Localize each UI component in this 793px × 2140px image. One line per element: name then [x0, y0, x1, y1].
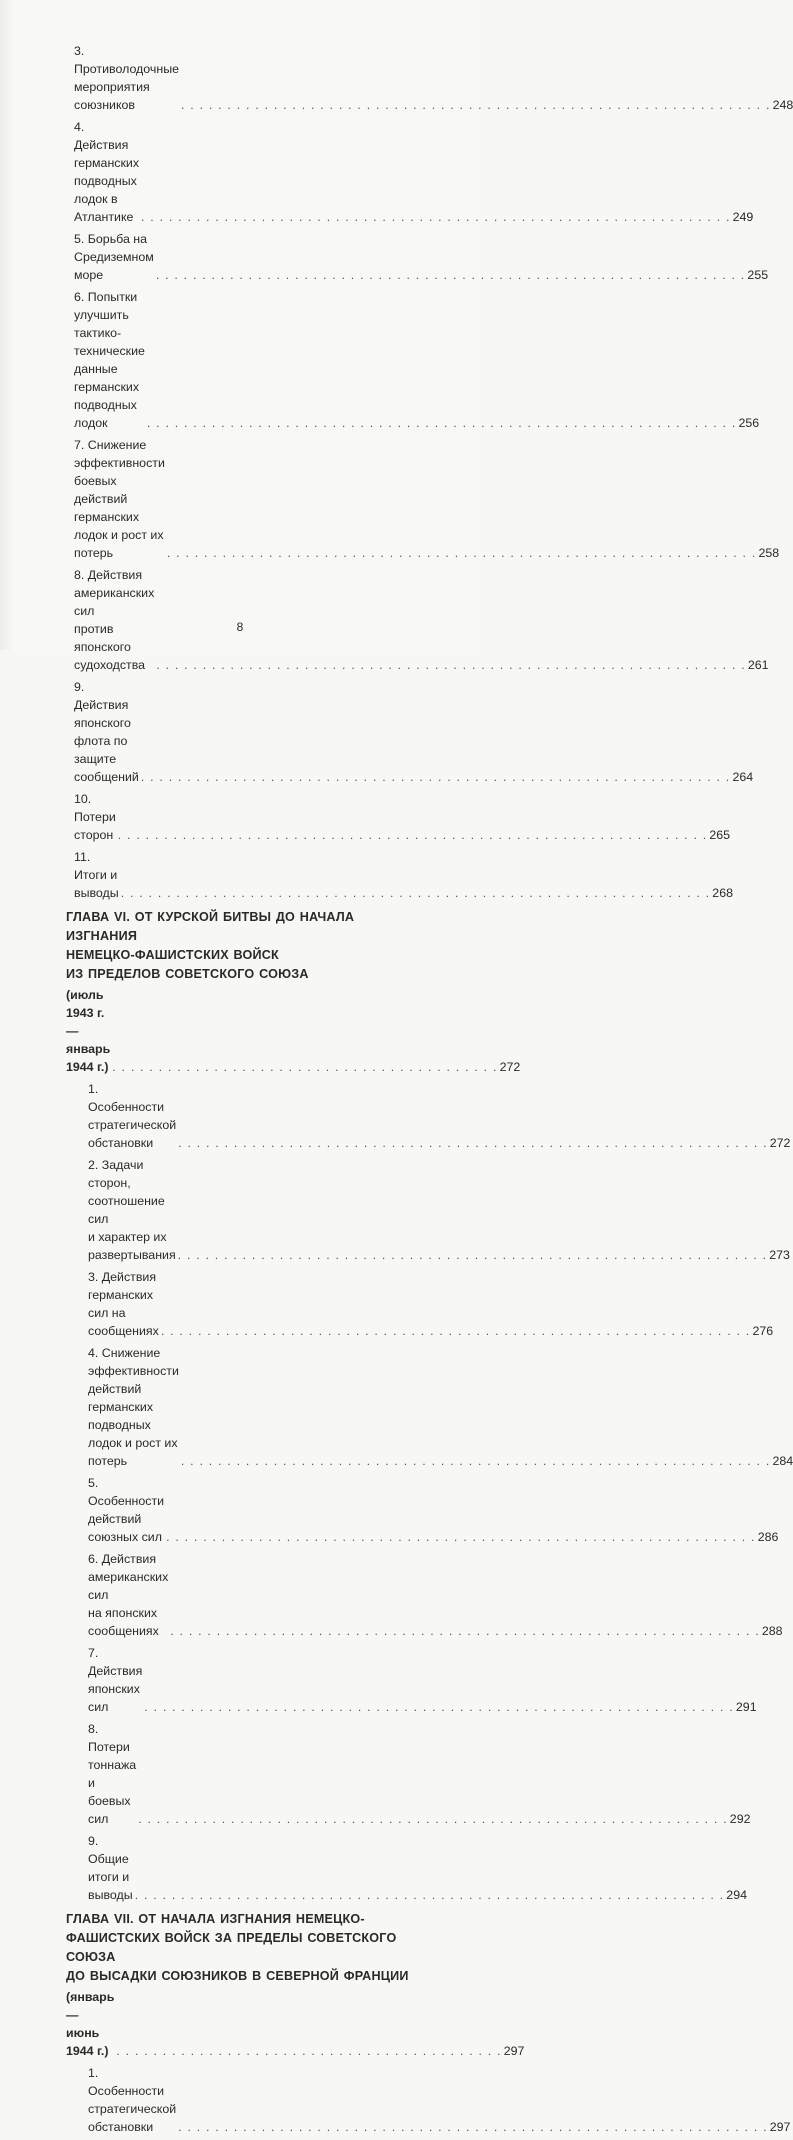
toc-entry — [74, 42, 793, 114]
dot-leader — [156, 266, 746, 284]
dot-leader — [112, 1058, 497, 1076]
dot-leader — [121, 884, 711, 902]
toc-entry-title: 8. Действия американских сил против японского судоходства — [74, 568, 155, 672]
chapter-7-range-text: (январь — июнь 1944 г.) — [66, 1990, 115, 2058]
dot-leader — [135, 1886, 725, 1904]
toc-entry-page: 256 — [738, 416, 760, 430]
toc-entry-title: 6. Действия американских сил на японских сообщениях — [88, 1552, 169, 1638]
toc-entry — [74, 1344, 793, 1470]
page-number: 8 — [236, 620, 244, 634]
chapter-7-title: ГЛАВА VII. ОТ НАЧАЛА ИЗГНАНИЯ НЕМЕЦКО- ФАШИСТСКИХ ВОЙСК ЗА ПРЕДЕЛЫ СОВЕТСКОГО СОЮЗА ДО ВЫСАДКИ СОЮЗНИКОВ В СЕВЕРНОЙ ФРАНЦИИ — [66, 1912, 409, 1983]
toc-entry-title: 11. Итоги и выводы — [74, 850, 119, 900]
toc-entry-title: 3. Противолодочные мероприятия союзников — [74, 44, 180, 112]
dot-leader — [141, 208, 731, 226]
chapter-6-page: 272 — [499, 1060, 521, 1074]
toc-entry-title: 1. Особенности стратегической обстановки — [88, 2066, 177, 2134]
dot-leader — [147, 414, 737, 432]
toc-entry-page: 292 — [729, 1812, 751, 1826]
toc-entry-title: 10. Потери сторон — [74, 792, 116, 842]
toc-entry-title: 6. Попытки улучшить тактико-технические данные германских подводных лодок — [74, 290, 145, 430]
toc-entry-page: 286 — [757, 1530, 779, 1544]
toc-entry-page: 297 — [769, 2120, 791, 2134]
toc-entry-title: 8. Потери тоннажа и боевых сил — [88, 1722, 137, 1826]
toc-entry — [74, 1268, 774, 1340]
toc-entry-page: 264 — [732, 770, 754, 784]
toc-entry-page: 258 — [758, 546, 780, 560]
dot-leader — [181, 1452, 771, 1470]
dot-leader — [178, 1134, 768, 1152]
dot-leader — [170, 1622, 760, 1640]
toc-section-chapter-6 — [74, 1080, 793, 1904]
toc-entry — [74, 1720, 751, 1828]
chapter-6-range — [66, 986, 521, 1076]
toc-entry — [74, 1550, 783, 1640]
toc-entry — [74, 1474, 779, 1546]
toc-entry-page: 291 — [735, 1700, 757, 1714]
toc-entry — [74, 790, 731, 844]
toc-entry-page: 268 — [712, 886, 733, 900]
dot-leader — [118, 826, 708, 844]
toc-entry — [74, 678, 754, 786]
toc-entry-page: 273 — [769, 1248, 790, 1262]
toc-entry-title: 7. Действия японских сил — [88, 1646, 143, 1714]
toc-entry-page: 276 — [752, 1324, 774, 1338]
toc-entry — [74, 1156, 790, 1264]
chapter-6-title: ГЛАВА VI. ОТ КУРСКОЙ БИТВЫ ДО НАЧАЛА ИЗГНАНИЯ НЕМЕЦКО-ФАШИСТСКИХ ВОЙСК ИЗ ПРЕДЕЛОВ СОВЕТСКОГО СОЮЗА — [66, 910, 355, 981]
toc-entry — [74, 436, 780, 562]
toc-entry-title: 3. Действия германских сил на сообщениях — [88, 1270, 159, 1338]
dot-leader — [161, 1322, 751, 1340]
toc-entry-page: 272 — [769, 1136, 791, 1150]
dot-leader — [156, 656, 746, 674]
toc-entry-title: 9. Действия японского флота по защите сообщений — [74, 680, 139, 784]
toc-entry — [74, 1644, 757, 1716]
chapter-6-range-text: (июль 1943 г.— январь 1944 г.) — [66, 988, 111, 1074]
toc-entry-page: 255 — [747, 268, 769, 282]
toc-entry-title: 2. Задачи сторон, соотношение сил и характер их развертывания — [88, 1158, 176, 1262]
toc-section-top — [74, 42, 793, 902]
toc-entry-page: 284 — [772, 1454, 793, 1468]
toc-entry — [74, 1080, 791, 1152]
dot-leader — [116, 2042, 501, 2060]
dot-leader — [166, 1528, 756, 1546]
toc-entry-page: 249 — [732, 210, 754, 224]
toc-entry-title: 4. Действия германских подводных лодок в Атлантике — [74, 120, 140, 224]
toc-section-chapter-7 — [74, 2064, 791, 2136]
toc-entry-title: 4. Снижение эффективности действий германских подводных лодок и рост их потерь — [88, 1346, 179, 1468]
toc-entry — [74, 288, 760, 432]
toc-entry — [74, 230, 769, 284]
toc-entry-title: 7. Снижение эффективности боевых действий германских лодок и рост их потерь — [74, 438, 165, 560]
table-of-contents — [66, 42, 793, 2140]
chapter-7-range — [66, 1988, 525, 2060]
toc-entry-title: 1. Особенности стратегической обстановки — [88, 1082, 177, 1150]
toc-entry — [74, 2064, 791, 2136]
toc-entry-page: 288 — [761, 1624, 783, 1638]
toc-entry-title: 9. Общие итоги и выводы — [88, 1834, 133, 1902]
toc-entry-title: 5. Особенности действий союзных сил — [88, 1476, 165, 1544]
dot-leader — [141, 768, 731, 786]
toc-entry-page: 294 — [726, 1888, 747, 1902]
dot-leader — [138, 1810, 728, 1828]
toc-entry-title: 5. Борьба на Средиземном море — [74, 232, 154, 282]
dot-leader — [167, 544, 757, 562]
toc-entry — [74, 1832, 747, 1904]
dot-leader — [178, 2118, 768, 2136]
dot-leader — [178, 1246, 768, 1264]
chapter-7-page: 297 — [503, 2044, 525, 2058]
toc-entry — [74, 118, 754, 226]
toc-entry-page: 265 — [709, 828, 731, 842]
dot-leader — [181, 96, 771, 114]
dot-leader — [144, 1698, 734, 1716]
toc-entry-page: 248 — [772, 98, 793, 112]
toc-entry — [74, 848, 733, 902]
toc-entry-page: 261 — [747, 658, 769, 672]
